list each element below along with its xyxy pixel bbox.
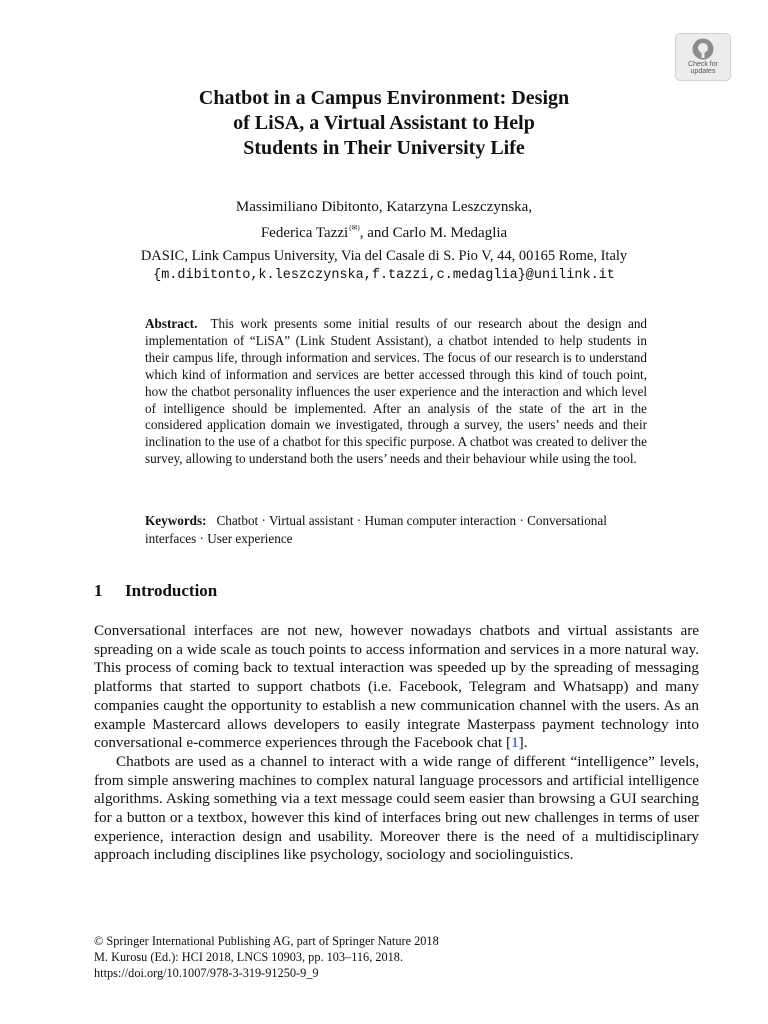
author-rest: , and Carlo M. Medaglia	[359, 225, 508, 241]
author-emails[interactable]: {m.dibitonto,k.leszczynska,f.tazzi,c.medaglia}@unilink.it	[153, 268, 615, 283]
abstract-label: Abstract.	[145, 316, 198, 331]
keywords-label: Keywords:	[145, 513, 207, 528]
title-line: Chatbot in a Campus Environment: Design	[198, 87, 570, 109]
badge-label: Check for updates	[688, 61, 718, 75]
abstract	[145, 316, 647, 468]
authors-line-2	[94, 218, 674, 244]
keywords-text: Chatbot · Virtual assistant · Human computer interaction · Conversational interfaces · User experience	[145, 513, 607, 546]
check-for-updates-badge[interactable]	[675, 33, 731, 81]
citation-line: M. Kurosu (Ed.): HCI 2018, LNCS 10903, pp. 103–116, 2018.	[94, 950, 404, 964]
authors-line-1: Massimiliano Dibitonto, Katarzyna Leszczynska,	[235, 199, 533, 215]
citation-link[interactable]: 1	[511, 734, 519, 752]
body-text	[94, 622, 699, 865]
abstract-text: This work presents some initial results of our research about the design and implementation of “LiSA” (Link Student Assistant), a chatbot intended to help students in their campus life, through information and services. The focus of our research is to understand which kind of information and services are better accessed through this kind of touch point, how the chatbot personality influences the user experience and the interaction and which level of intelligence should be implemented. After an analysis of the state of the art in the considered application domain we investigated, through a survey, the users’ needs and their inclination to the use of a chatbot for this specific purpose. A chatbot was created to deliver the survey, allowing to understand both the users’ needs and their behaviour while using the tool.	[145, 316, 648, 467]
affiliation	[94, 247, 674, 285]
crossmark-icon	[691, 37, 715, 61]
author-name: Federica Tazzi	[260, 225, 349, 241]
paragraph	[94, 622, 699, 753]
section-number: 1	[94, 581, 103, 600]
paragraph-text: ].	[518, 734, 528, 752]
paragraph-text: Conversational interfaces are not new, however nowadays chatbots and virtual assistants are spreading on a wide scale as touch points to access information and services in a more natural way. This process of coming back to textual interaction was speeded up by the spreading of messaging platforms that started to support chatbots (i.e. Facebook, Telegram and Whatsapp) and many companies caught the opportunity to establish a new communication channel with the users. As an example Mastercard allows developers to easily integrate Masterpass payment technology into conversational e-commerce experiences through the Facebook chat [	[94, 622, 699, 752]
title-line: of LiSA, a Virtual Assistant to Help	[233, 112, 535, 134]
section-heading	[94, 581, 217, 601]
footer	[94, 933, 439, 981]
keywords	[145, 512, 647, 548]
section-title: Introduction	[125, 581, 218, 600]
paper-title	[94, 86, 674, 161]
author-list	[94, 197, 674, 244]
corresponding-author-mark: (✉)	[349, 224, 360, 232]
paragraph: Chatbots are used as a channel to interact with a wide range of different “intelligence” levels, from simple answering machines to complex natural language processors and artificial intelligence algorithms. Asking something via a text message could seem easier than browsing a GUI searching for a button or a textbox, however this kind of interfaces bring out new challenges in terms of user experience, interaction design and usability. Moreover there is the need of a multidisciplinary approach including disciplines like psychology, sociology and sociolinguistics.	[94, 752, 699, 864]
affiliation-address: DASIC, Link Campus University, Via del Casale di S. Pio V, 44, 00165 Rome, Italy	[140, 248, 628, 264]
title-line: Students in Their University Life	[243, 137, 525, 159]
copyright-line: © Springer International Publishing AG, part of Springer Nature 2018	[94, 934, 439, 948]
doi-link[interactable]: https://doi.org/10.1007/978-3-319-91250-9_9	[94, 966, 319, 980]
